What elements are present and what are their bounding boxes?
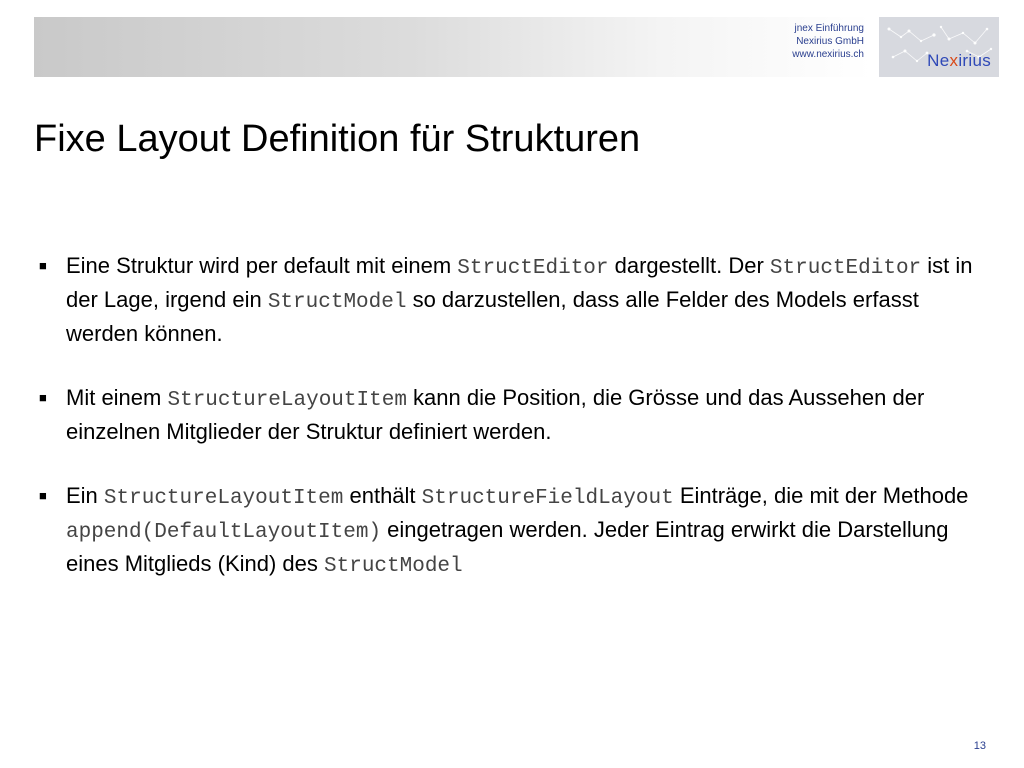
code-identifier: StructEditor [769,257,922,280]
bullet-text: eingetragen werden. Jeder Eintrag erwirkt die Darstellung eines Mitglieds (Kind) des [66,517,949,576]
code-identifier: StructEditor [457,257,609,280]
bullet-item [36,480,996,582]
bullet-marker-icon: ■ [39,488,47,503]
header-company: Nexirius GmbH [796,36,864,47]
code-identifier: append(DefaultLayoutItem) [66,521,382,544]
bullet-text: so darzustellen, dass alle Felder des Models erfasst werden können. [66,287,919,346]
logo-wordmark [927,51,991,71]
bullet-text: Mit einem [66,385,168,410]
bullet-text: Einträge, die mit der Methode [673,483,969,508]
header-info [792,22,864,61]
bullet-item [36,382,996,447]
bullet-text: enthält [343,483,422,508]
bullet-text: ist in der Lage, irgend ein [66,253,973,312]
logo-text-accent: x [949,51,959,70]
bullet-list [36,250,996,615]
bullet-text: Eine Struktur wird per default mit einem [66,253,458,278]
bullet-text: Ein [66,483,104,508]
page-number: 13 [973,740,986,752]
bullet-item [36,250,996,349]
header-bar [34,17,872,77]
slide-title: Fixe Layout Definition für Strukturen [34,118,641,160]
bullet-marker-icon: ■ [39,258,47,273]
nexirius-logo [879,17,999,77]
code-identifier: StructureLayoutItem [103,487,344,510]
code-identifier: StructureFieldLayout [421,487,674,510]
logo-text-end: irius [958,51,991,70]
code-identifier: StructureLayoutItem [167,389,407,412]
bullet-text: kann die Position, die Grösse und das Aussehen der einzelnen Mitglieder der Struktur definiert werden. [66,385,925,444]
logo-text-start: Ne [927,51,950,70]
bullet-text: dargestellt. Der [608,253,770,278]
header-website: www.nexirius.ch [792,49,864,60]
code-identifier: StructModel [324,555,463,578]
code-identifier: StructModel [267,291,407,314]
header-course: jnex Einführung [794,23,864,34]
bullet-marker-icon: ■ [39,390,47,405]
